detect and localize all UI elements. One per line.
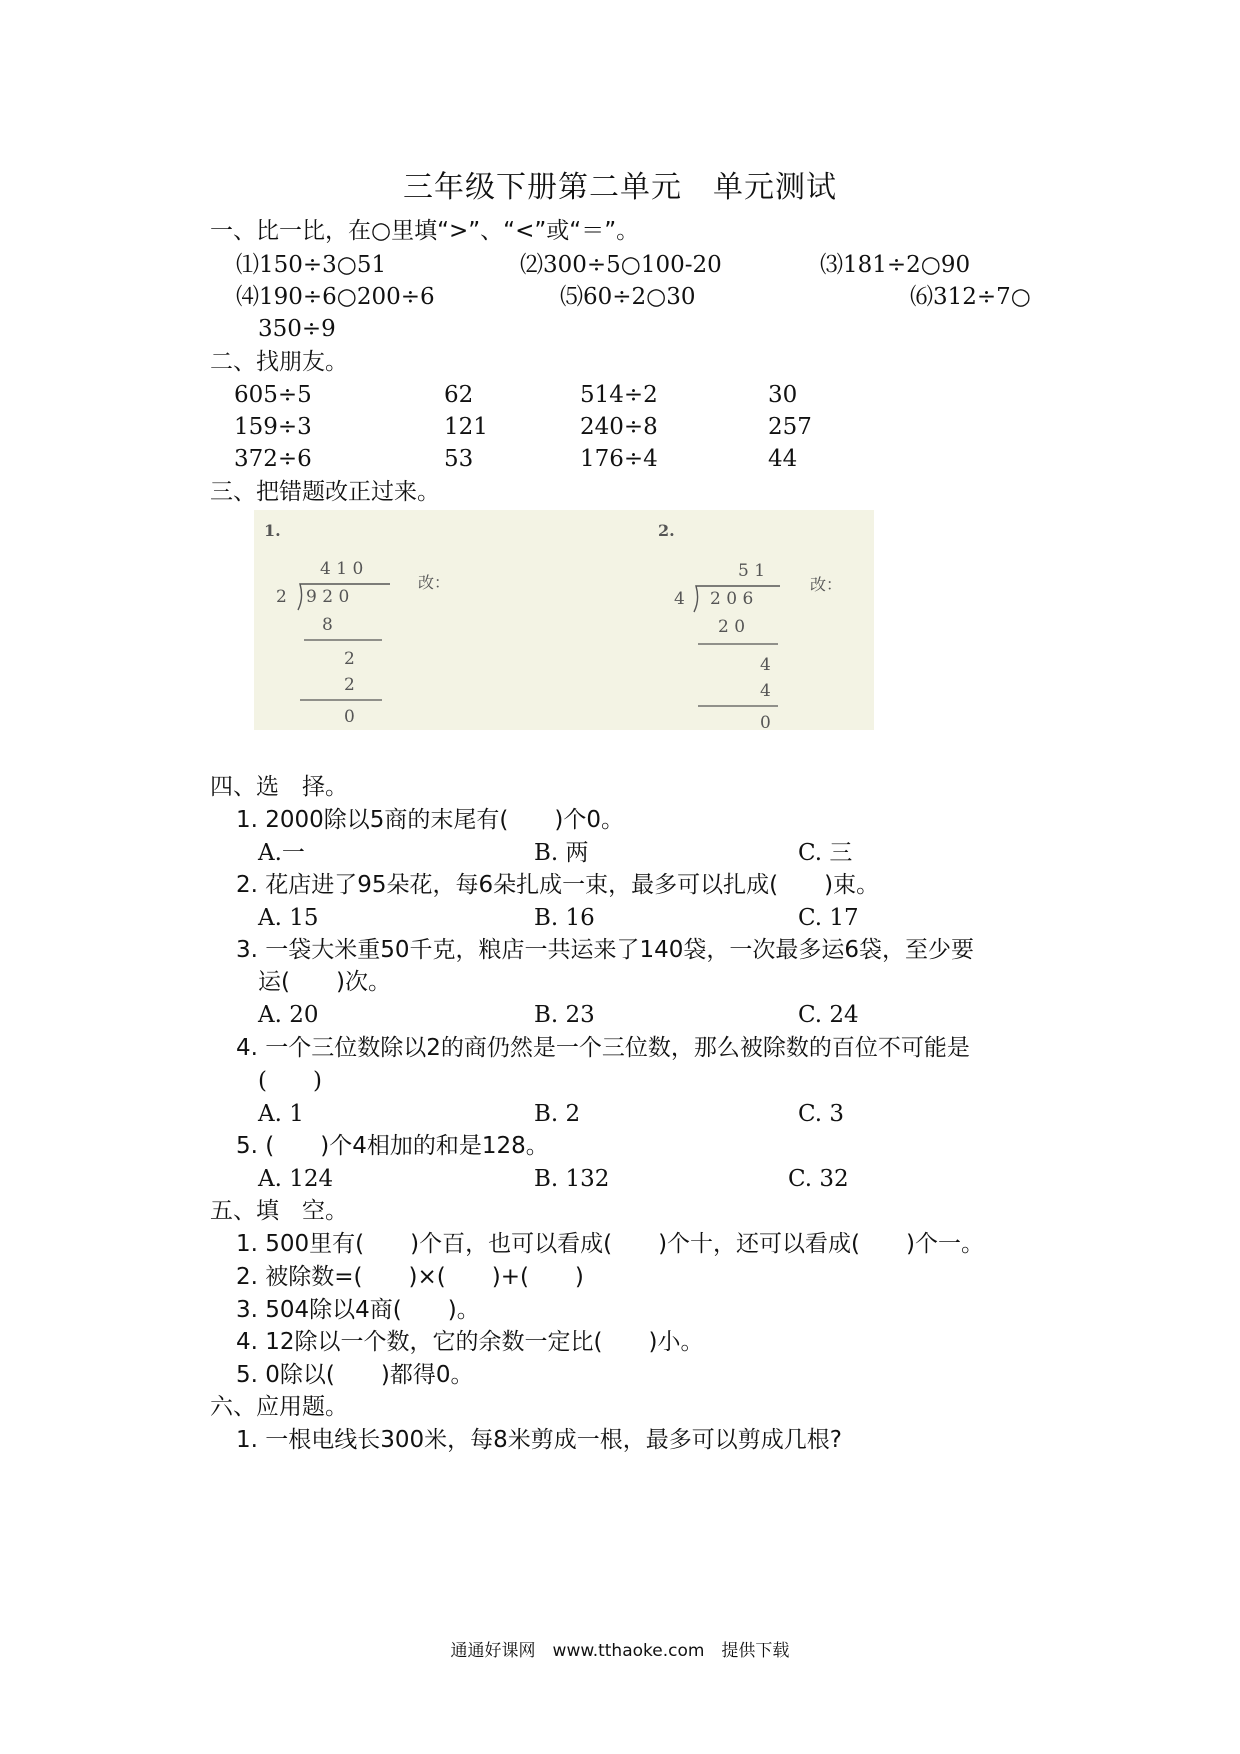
- footer-credit: 通通好课网 www.tthaoke.com 提供下载: [450, 1641, 790, 1661]
- fill-blank-2: 2. 被除数=( )×( )+( ): [236, 1264, 584, 1290]
- compare-item-4: ⑷190÷6○200÷6: [236, 284, 435, 310]
- section-2-heading: 二、找朋友。: [210, 349, 348, 375]
- choice-option: C. 3: [798, 1101, 845, 1127]
- section-3-heading: 三、把错题改正过来。: [210, 479, 440, 505]
- section-5-heading: 五、填 空。: [210, 1198, 348, 1224]
- section-1-heading: 一、比一比，在○里填“>”、“<”或“＝”。: [210, 218, 640, 244]
- problem-1-remainder: 0: [344, 707, 355, 727]
- problem-1-quotient: 4 1 0: [320, 559, 364, 579]
- compare-item-2: ⑵300÷5○100-20: [520, 252, 722, 278]
- match-cell: 372÷6: [234, 446, 312, 472]
- compare-item-5: ⑸60÷2○30: [560, 284, 696, 310]
- choice-option: B. 两: [534, 840, 589, 866]
- choice-option: A. 124: [258, 1166, 334, 1192]
- match-cell: 62: [444, 382, 474, 408]
- fill-blank-3: 3. 504除以4商( )。: [236, 1297, 480, 1323]
- match-cell: 176÷4: [580, 446, 658, 472]
- choice-question-5: 5. ( )个4相加的和是128。: [236, 1133, 549, 1159]
- choice-option: A. 15: [258, 905, 319, 931]
- choice-option: A.一: [258, 840, 305, 866]
- problem-1-fix-label: 改：: [418, 573, 451, 592]
- match-cell: 44: [768, 446, 798, 472]
- match-cell: 257: [768, 414, 812, 440]
- match-cell: 605÷5: [234, 382, 312, 408]
- match-cell: 53: [444, 446, 474, 472]
- problem-2-step3: 4: [760, 681, 771, 701]
- problem-2-number: 2.: [658, 521, 675, 540]
- fill-blank-4: 4. 12除以一个数，它的余数一定比( )小。: [236, 1329, 704, 1355]
- problem-1-divisor: 2: [276, 587, 287, 607]
- choice-option: B. 16: [534, 905, 595, 931]
- compare-item-6: ⑹312÷7○: [910, 284, 1031, 310]
- compare-item-3: ⑶181÷2○90: [820, 252, 971, 278]
- choice-option: C. 17: [798, 905, 859, 931]
- problem-1-number: 1.: [264, 521, 281, 540]
- problem-2-step1: 2 0: [718, 617, 746, 637]
- problem-1-step1: 8: [322, 615, 333, 635]
- choice-option: C. 32: [788, 1166, 849, 1192]
- choice-option: A. 1: [258, 1101, 304, 1127]
- problem-1-step3: 2: [344, 675, 355, 695]
- word-problem-1: 1. 一根电线长300米，每8米剪成一根，最多可以剪成几根?: [236, 1427, 842, 1453]
- choice-option: A. 20: [258, 1002, 319, 1028]
- problem-1-step2: 2: [344, 649, 355, 669]
- section-4-heading: 四、选 择。: [210, 774, 348, 800]
- section-6-heading: 六、应用题。: [210, 1394, 348, 1420]
- long-division-figure: [254, 510, 874, 730]
- problem-2-dividend: 2 0 6: [710, 589, 754, 609]
- page-title: 三年级下册第二单元 单元测试: [403, 170, 837, 205]
- match-cell: 240÷8: [580, 414, 658, 440]
- match-cell: 514÷2: [580, 382, 658, 408]
- choice-option: B. 23: [534, 1002, 595, 1028]
- choice-question-4-cont: ( ): [258, 1068, 322, 1094]
- choice-option: C. 三: [798, 840, 853, 866]
- choice-question-3-cont: 运( )次。: [258, 969, 391, 995]
- compare-item-6-cont: 350÷9: [258, 316, 336, 342]
- choice-option: B. 2: [534, 1101, 581, 1127]
- choice-question-2: 2. 花店进了95朵花，每6朵扎成一束，最多可以扎成( )束。: [236, 872, 880, 898]
- choice-option: B. 132: [534, 1166, 610, 1192]
- problem-2-fix-label: 改：: [810, 575, 843, 594]
- fill-blank-1: 1. 500里有( )个百，也可以看成( )个十，还可以看成( )个一。: [236, 1231, 984, 1257]
- choice-question-4: 4. 一个三位数除以2的商仍然是一个三位数，那么被除数的百位不可能是: [236, 1035, 970, 1061]
- choice-option: C. 24: [798, 1002, 859, 1028]
- problem-2-step2: 4: [760, 655, 771, 675]
- match-cell: 30: [768, 382, 798, 408]
- match-cell: 159÷3: [234, 414, 312, 440]
- problem-1-dividend: 9 2 0: [306, 587, 350, 607]
- fill-blank-5: 5. 0除以( )都得0。: [236, 1362, 474, 1388]
- problem-2-divisor: 4: [674, 589, 685, 609]
- problem-2-quotient: 5 1: [738, 561, 766, 581]
- compare-item-1: ⑴150÷3○51: [236, 252, 387, 278]
- choice-question-3: 3. 一袋大米重50千克，粮店一共运来了140袋，一次最多运6袋，至少要: [236, 937, 975, 963]
- match-cell: 121: [444, 414, 488, 440]
- choice-question-1: 1. 2000除以5商的末尾有( )个0。: [236, 807, 625, 833]
- problem-2-remainder: 0: [760, 713, 771, 730]
